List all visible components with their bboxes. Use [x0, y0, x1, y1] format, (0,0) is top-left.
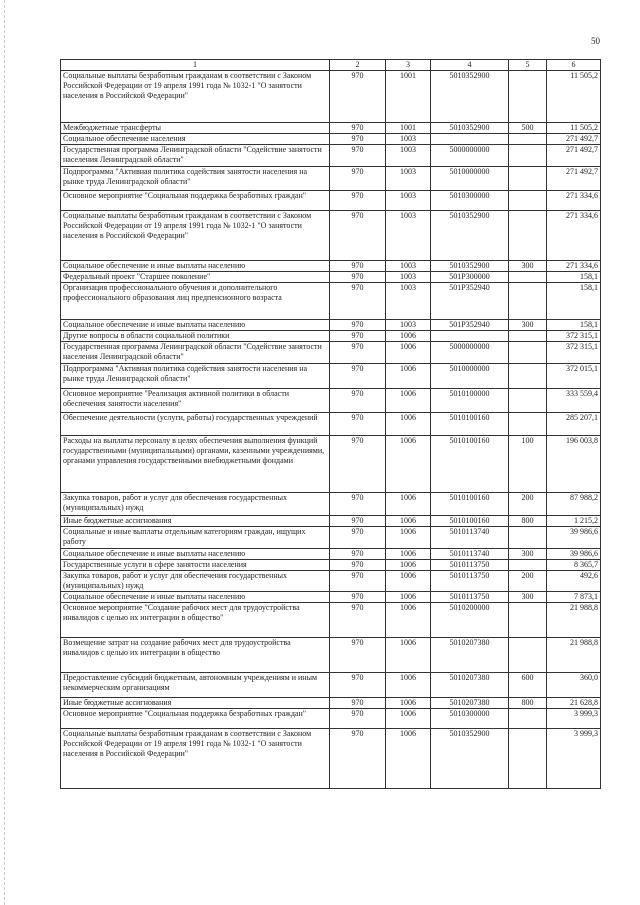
row-target-article [431, 331, 509, 342]
row-expense-type [509, 603, 547, 638]
row-section-code: 1006 [386, 436, 431, 493]
table-row [61, 592, 601, 603]
row-target-article: 5010352900 [431, 71, 509, 123]
row-name: Подпрограмма "Активная политика содействия занятости населения на рынке труда Ленинградской области" [61, 167, 330, 191]
row-amount: 271 334,6 [547, 261, 601, 272]
table-header-row [61, 60, 601, 71]
row-target-article: 5010207380 [431, 638, 509, 673]
row-ved-code: 970 [330, 413, 386, 436]
row-ved-code: 970 [330, 167, 386, 191]
row-section-code: 1006 [386, 592, 431, 603]
budget-table-body [61, 60, 601, 789]
row-expense-type [509, 167, 547, 191]
row-section-code: 1006 [386, 673, 431, 698]
header-col-3: 3 [386, 60, 431, 71]
row-name: Расходы на выплаты персоналу в целях обеспечения выполнения функций государственными (муниципальными) органами, казенными учреждениями, органами управления государственными внебюджетными фондами [61, 436, 330, 493]
row-target-article: 5010000000 [431, 167, 509, 191]
row-amount: 3 999,3 [547, 729, 601, 789]
row-ved-code: 970 [330, 592, 386, 603]
header-col-4: 4 [431, 60, 509, 71]
row-target-article: 5010100160 [431, 436, 509, 493]
row-amount: 285 207,1 [547, 413, 601, 436]
row-name: Возмещение затрат на создание рабочих мест для трудоустройства инвалидов с целью их интеграции в общество [61, 638, 330, 673]
table-row [61, 191, 601, 211]
row-target-article: 5010100160 [431, 493, 509, 516]
row-amount: 271 492,7 [547, 167, 601, 191]
page-number: 50 [591, 36, 600, 46]
row-ved-code: 970 [330, 364, 386, 389]
row-target-article: 5010113740 [431, 549, 509, 560]
row-section-code: 1003 [386, 272, 431, 283]
row-amount: 372 015,1 [547, 364, 601, 389]
row-expense-type [509, 638, 547, 673]
row-ved-code: 970 [330, 549, 386, 560]
row-target-article: 5010113750 [431, 571, 509, 592]
row-name: Социальное обеспечение и иные выплаты населению [61, 549, 330, 560]
row-expense-type [509, 389, 547, 413]
row-target-article [431, 134, 509, 145]
row-amount: 11 505,2 [547, 71, 601, 123]
table-row [61, 167, 601, 191]
row-target-article: 5010200000 [431, 603, 509, 638]
row-section-code: 1003 [386, 145, 431, 167]
row-name: Федеральный проект "Старшее поколение" [61, 272, 330, 283]
row-expense-type [509, 729, 547, 789]
row-amount: 11 505,2 [547, 123, 601, 134]
row-ved-code: 970 [330, 516, 386, 527]
row-name: Социальное обеспечение и иные выплаты населению [61, 261, 330, 272]
table-row [61, 436, 601, 493]
row-expense-type: 200 [509, 571, 547, 592]
row-name: Закупка товаров, работ и услуг для обеспечения государственных (муниципальных) нужд [61, 571, 330, 592]
table-row [61, 516, 601, 527]
row-target-article: 5010100160 [431, 413, 509, 436]
row-ved-code: 970 [330, 560, 386, 571]
row-name: Социальное обеспечение и иные выплаты населению [61, 320, 330, 331]
table-row [61, 698, 601, 709]
row-expense-type: 800 [509, 516, 547, 527]
row-target-article: 5010352900 [431, 729, 509, 789]
row-name: Другие вопросы в области социальной политики [61, 331, 330, 342]
row-amount: 1 215,2 [547, 516, 601, 527]
row-name: Государственные услуги в сфере занятости населения [61, 560, 330, 571]
row-section-code: 1003 [386, 320, 431, 331]
row-expense-type [509, 191, 547, 211]
row-target-article: 5010352900 [431, 123, 509, 134]
row-ved-code: 970 [330, 342, 386, 364]
row-expense-type: 300 [509, 592, 547, 603]
row-amount: 3 999,3 [547, 709, 601, 729]
row-name: Межбюджетные трансферты [61, 123, 330, 134]
row-section-code: 1001 [386, 123, 431, 134]
row-section-code: 1006 [386, 527, 431, 549]
row-expense-type [509, 283, 547, 320]
row-amount: 271 334,6 [547, 191, 601, 211]
row-expense-type [509, 331, 547, 342]
row-name: Основное мероприятие "Создание рабочих мест для трудоустройства инвалидов с целью их интеграции в общество" [61, 603, 330, 638]
row-name: Иные бюджетные ассигнования [61, 516, 330, 527]
row-ved-code: 970 [330, 134, 386, 145]
table-row [61, 571, 601, 592]
row-section-code: 1003 [386, 134, 431, 145]
row-expense-type [509, 527, 547, 549]
row-expense-type [509, 71, 547, 123]
row-target-article: 501P300000 [431, 272, 509, 283]
row-amount: 39 986,6 [547, 549, 601, 560]
row-target-article: 5010207380 [431, 673, 509, 698]
scan-left-edge [4, 0, 5, 905]
row-amount: 21 988,8 [547, 603, 601, 638]
row-target-article: 5010100000 [431, 389, 509, 413]
row-ved-code: 970 [330, 436, 386, 493]
row-expense-type [509, 211, 547, 261]
row-amount: 372 315,1 [547, 331, 601, 342]
row-name: Государственная программа Ленинградской области "Содействие занятости населения Ленинградской области" [61, 342, 330, 364]
row-ved-code: 970 [330, 71, 386, 123]
row-section-code: 1003 [386, 283, 431, 320]
row-amount: 360,0 [547, 673, 601, 698]
table-row [61, 320, 601, 331]
table-row [61, 709, 601, 729]
row-ved-code: 970 [330, 283, 386, 320]
table-row [61, 673, 601, 698]
row-section-code: 1006 [386, 638, 431, 673]
row-name: Подпрограмма "Активная политика содействия занятости населения на рынке труда Ленинградской области" [61, 364, 330, 389]
row-ved-code: 970 [330, 191, 386, 211]
row-section-code: 1006 [386, 516, 431, 527]
row-amount: 158,1 [547, 272, 601, 283]
row-name: Государственная программа Ленинградской области "Содействие занятости населения Ленинградской области" [61, 145, 330, 167]
table-row [61, 603, 601, 638]
row-section-code: 1006 [386, 342, 431, 364]
row-section-code: 1006 [386, 698, 431, 709]
row-amount: 492,6 [547, 571, 601, 592]
row-section-code: 1006 [386, 709, 431, 729]
row-target-article: 5010113750 [431, 560, 509, 571]
row-section-code: 1003 [386, 191, 431, 211]
row-amount: 8 365,7 [547, 560, 601, 571]
row-section-code: 1006 [386, 331, 431, 342]
row-section-code: 1006 [386, 549, 431, 560]
row-section-code: 1006 [386, 560, 431, 571]
table-row [61, 729, 601, 789]
table-row [61, 145, 601, 167]
row-expense-type [509, 364, 547, 389]
budget-table [60, 59, 601, 789]
row-target-article: 5010352900 [431, 261, 509, 272]
row-amount: 158,1 [547, 283, 601, 320]
row-ved-code: 970 [330, 272, 386, 283]
row-target-article: 5010000000 [431, 364, 509, 389]
row-expense-type: 300 [509, 261, 547, 272]
row-target-article: 501P352940 [431, 320, 509, 331]
row-target-article: 5010113740 [431, 527, 509, 549]
row-expense-type: 500 [509, 123, 547, 134]
row-amount: 87 988,2 [547, 493, 601, 516]
table-row [61, 364, 601, 389]
row-section-code: 1006 [386, 493, 431, 516]
table-row [61, 527, 601, 549]
row-name: Социальные выплаты безработным гражданам в соответствии с Законом Российской Федерации от 19 апреля 1991 года № 1032-1 "О занятости населения в Российской Федерации" [61, 729, 330, 789]
row-name: Основное мероприятие "Социальная поддержка безработных граждан" [61, 191, 330, 211]
row-section-code: 1006 [386, 603, 431, 638]
row-ved-code: 970 [330, 493, 386, 516]
row-name: Социальные и иные выплаты отдельным категориям граждан, ищущих работу [61, 527, 330, 549]
row-expense-type [509, 560, 547, 571]
header-col-1: 1 [61, 60, 330, 71]
row-target-article: 5010300000 [431, 709, 509, 729]
row-ved-code: 970 [330, 527, 386, 549]
table-row [61, 560, 601, 571]
row-section-code: 1003 [386, 167, 431, 191]
row-name: Предоставление субсидий бюджетным, автономным учреждениям и иным некоммерческим организациям [61, 673, 330, 698]
row-target-article: 5010352900 [431, 211, 509, 261]
row-target-article: 5000000000 [431, 342, 509, 364]
table-row [61, 413, 601, 436]
row-expense-type: 800 [509, 698, 547, 709]
table-row [61, 211, 601, 261]
row-amount: 7 873,1 [547, 592, 601, 603]
row-expense-type: 600 [509, 673, 547, 698]
table-row [61, 342, 601, 364]
row-section-code: 1006 [386, 364, 431, 389]
table-row [61, 331, 601, 342]
row-ved-code: 970 [330, 698, 386, 709]
row-expense-type [509, 272, 547, 283]
row-expense-type [509, 709, 547, 729]
row-ved-code: 970 [330, 145, 386, 167]
row-ved-code: 970 [330, 261, 386, 272]
row-amount: 196 003,8 [547, 436, 601, 493]
row-name: Организация профессионального обучения и дополнительного профессионального образования лиц предпенсионного возраста [61, 283, 330, 320]
row-amount: 21 628,8 [547, 698, 601, 709]
row-target-article: 5000000000 [431, 145, 509, 167]
row-amount: 372 315,1 [547, 342, 601, 364]
row-ved-code: 970 [330, 320, 386, 331]
row-name: Социальное обеспечение и иные выплаты населению [61, 592, 330, 603]
row-ved-code: 970 [330, 673, 386, 698]
row-target-article: 501P352940 [431, 283, 509, 320]
table-row [61, 283, 601, 320]
row-name: Основное мероприятие "Реализация активной политики в области обеспечения занятости населения" [61, 389, 330, 413]
row-section-code: 1006 [386, 413, 431, 436]
table-row [61, 549, 601, 560]
row-expense-type: 100 [509, 436, 547, 493]
table-row [61, 272, 601, 283]
row-expense-type [509, 413, 547, 436]
row-name: Социальное обеспечение населения [61, 134, 330, 145]
row-name: Иные бюджетные ассигнования [61, 698, 330, 709]
row-expense-type: 200 [509, 493, 547, 516]
row-amount: 271 492,7 [547, 145, 601, 167]
table-row [61, 493, 601, 516]
table-row [61, 134, 601, 145]
row-amount: 271 492,7 [547, 134, 601, 145]
row-amount: 39 986,6 [547, 527, 601, 549]
row-target-article: 5010113750 [431, 592, 509, 603]
header-col-2: 2 [330, 60, 386, 71]
table-row [61, 123, 601, 134]
row-name: Обеспечение деятельности (услуги, работы) государственных учреждений [61, 413, 330, 436]
row-ved-code: 970 [330, 211, 386, 261]
table-row [61, 389, 601, 413]
row-amount: 21 988,8 [547, 638, 601, 673]
row-ved-code: 970 [330, 389, 386, 413]
row-target-article: 5010100160 [431, 516, 509, 527]
row-section-code: 1006 [386, 729, 431, 789]
row-ved-code: 970 [330, 638, 386, 673]
table-row [61, 638, 601, 673]
row-ved-code: 970 [330, 603, 386, 638]
row-amount: 158,1 [547, 320, 601, 331]
row-name: Закупка товаров, работ и услуг для обеспечения государственных (муниципальных) нужд [61, 493, 330, 516]
row-section-code: 1006 [386, 389, 431, 413]
row-section-code: 1001 [386, 71, 431, 123]
row-ved-code: 970 [330, 709, 386, 729]
row-section-code: 1006 [386, 571, 431, 592]
row-expense-type: 300 [509, 549, 547, 560]
row-expense-type: 300 [509, 320, 547, 331]
row-ved-code: 970 [330, 123, 386, 134]
row-ved-code: 970 [330, 331, 386, 342]
row-name: Социальные выплаты безработным гражданам в соответствии с Законом Российской Федерации от 19 апреля 1991 года № 1032-1 "О занятости населения в Российской Федерации" [61, 71, 330, 123]
table-row [61, 261, 601, 272]
row-ved-code: 970 [330, 729, 386, 789]
table-row [61, 71, 601, 123]
row-section-code: 1003 [386, 211, 431, 261]
header-col-6: 6 [547, 60, 601, 71]
row-expense-type [509, 145, 547, 167]
row-section-code: 1003 [386, 261, 431, 272]
row-name: Основное мероприятие "Социальная поддержка безработных граждан" [61, 709, 330, 729]
row-amount: 333 559,4 [547, 389, 601, 413]
row-expense-type [509, 134, 547, 145]
header-col-5: 5 [509, 60, 547, 71]
row-name: Социальные выплаты безработным гражданам в соответствии с Законом Российской Федерации от 19 апреля 1991 года № 1032-1 "О занятости населения в Российской Федерации" [61, 211, 330, 261]
row-amount: 271 334,6 [547, 211, 601, 261]
row-ved-code: 970 [330, 571, 386, 592]
row-target-article: 5010300000 [431, 191, 509, 211]
row-target-article: 5010207380 [431, 698, 509, 709]
row-expense-type [509, 342, 547, 364]
